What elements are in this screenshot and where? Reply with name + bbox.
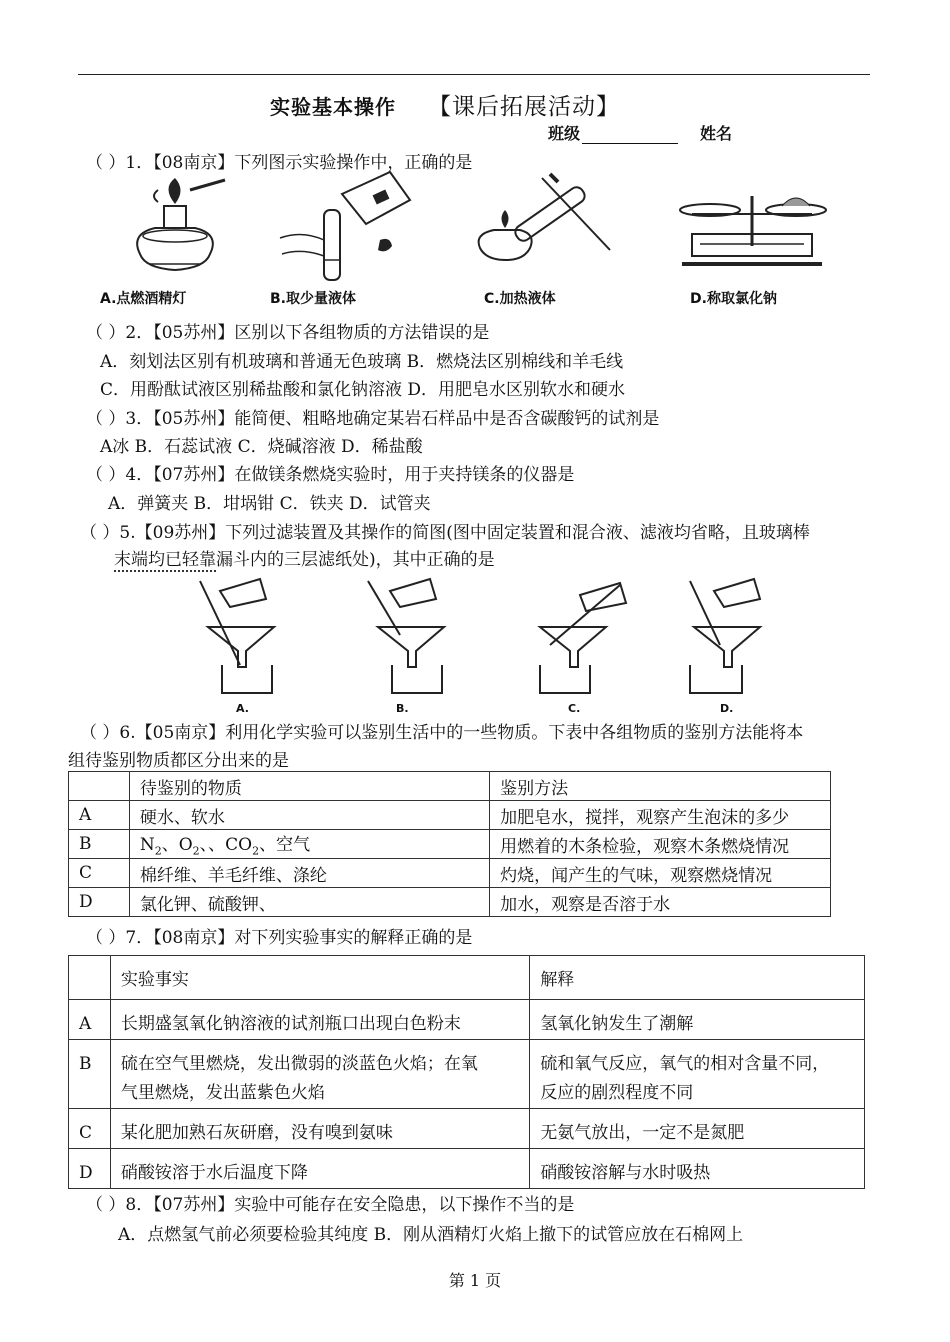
table-cell — [110, 1040, 529, 1109]
table-cell — [69, 772, 130, 801]
q1-caption-a: A.点燃酒精灯 — [100, 291, 187, 307]
heat-liquid-illustration — [470, 170, 620, 280]
table-cell: 硝酸铵溶于水后温度下降 — [110, 1149, 529, 1189]
cell-line: 硫在空气里燃烧，发出微弱的淡蓝色火焰；在氧 — [120, 1054, 478, 1074]
formula-sub: 2 — [154, 844, 162, 858]
table-row — [69, 801, 831, 830]
filter-a — [200, 579, 274, 693]
table-row — [69, 1149, 865, 1189]
table-cell: 待鉴别的物质 — [129, 772, 489, 801]
q7-table — [68, 955, 865, 1189]
table-row — [69, 1109, 865, 1149]
q2-options-2: C．用酚酞试液区别稀盐酸和氯化钠溶液 D．用肥皂水区别软水和硬水 — [100, 380, 626, 400]
formula-sub: 2 — [252, 844, 260, 858]
table-cell: 氯化钾、硫酸钾、 — [129, 888, 489, 917]
cell-line: 气里燃烧，发出蓝紫色火焰 — [120, 1083, 325, 1103]
table-cell: 无氨气放出，一定不是氮肥 — [530, 1109, 865, 1149]
table-row — [69, 1000, 865, 1040]
table-cell: 棉纤维、羊毛纤维、涤纶 — [129, 859, 489, 888]
table-cell: A — [69, 1000, 111, 1040]
table-cell: 硬水、软水 — [129, 801, 489, 830]
table-cell: D — [69, 888, 130, 917]
table-cell: 某化肥加熟石灰研磨，没有嗅到氨味 — [110, 1109, 529, 1149]
table-cell: D — [69, 1149, 111, 1189]
question-7: （ ）7．【08南京】对下列实验事实的解释正确的是 — [86, 928, 473, 948]
table-cell: C — [69, 859, 130, 888]
question-4: （ ）4．【07苏州】在做镁条燃烧实验时，用于夹持镁条的仪器是 — [86, 465, 575, 485]
q5-caption-b: B. — [396, 702, 409, 715]
cell-line: 反应的剧烈程度不同 — [540, 1083, 694, 1103]
table-header-row — [69, 956, 865, 1000]
top-rule — [78, 74, 870, 75]
q6-table — [68, 771, 831, 917]
question-8: （ ）8．【07苏州】实验中可能存在安全隐患，以下操作不当的是 — [86, 1195, 575, 1215]
q8-options: A．点燃氢气前必须要检验其纯度 B．刚从酒精灯火焰上撤下的试管应放在石棉网上 — [118, 1225, 744, 1245]
alcohol-lamp-illustration — [120, 176, 230, 286]
class-label: 班级 — [548, 124, 581, 143]
page-title — [270, 88, 620, 121]
q4-options: A．弹簧夹 B．坩埚钳 C．铁夹 D．试管夹 — [108, 494, 431, 514]
filtration-illustrations — [190, 575, 790, 705]
table-cell: 氢氧化钠发生了潮解 — [530, 1000, 865, 1040]
table-cell: B — [69, 830, 130, 859]
table-cell — [69, 956, 111, 1000]
table-cell: 加肥皂水，搅拌，观察产生泡沫的多少 — [490, 801, 831, 830]
filter-b — [368, 579, 444, 693]
question-6: （ ）6.【05南京】利用化学实验可以鉴别生活中的一些物质。下表中各组物质的鉴别方法能将本 — [80, 723, 804, 743]
formula-part: N — [139, 835, 155, 856]
page-number: 第 1 页 — [448, 1271, 502, 1290]
q2-options-1: A．刻划法区别有机玻璃和普通无色玻璃 B．燃烧法区别棉线和羊毛线 — [100, 352, 624, 372]
filter-d — [690, 579, 760, 693]
table-cell: 实验事实 — [110, 956, 529, 1000]
table-cell: A — [69, 801, 130, 830]
table-cell: 加水，观察是否溶于水 — [490, 888, 831, 917]
table-cell: 用燃着的木条检验，观察木条燃烧情况 — [490, 830, 831, 859]
table-cell: 鉴别方法 — [490, 772, 831, 801]
name-label: 姓名 — [700, 124, 733, 143]
q1-caption-d: D.称取氯化钠 — [690, 291, 777, 307]
formula-sub: 2 — [192, 844, 200, 858]
q5-emphasis: 末端均已轻靠 — [114, 550, 216, 570]
table-cell: 硝酸铵溶解与水时吸热 — [530, 1149, 865, 1189]
q3-options: A冰 B．石蕊试液 C．烧碱溶液 D．稀盐酸 — [100, 437, 423, 457]
q5-caption-c: C. — [568, 702, 581, 715]
formula-part: 、空气 — [259, 835, 311, 856]
formula-part: 、、CO — [199, 835, 253, 856]
q1-caption-c: C.加热液体 — [484, 291, 556, 307]
table-cell: 长期盛氢氧化钠溶液的试剂瓶口出现白色粉末 — [110, 1000, 529, 1040]
table-row — [69, 888, 831, 917]
q5-caption-a: A. — [236, 702, 249, 715]
cell-line: 硫和氧气反应，氧气的相对含量不同， — [540, 1054, 830, 1074]
table-cell — [129, 830, 489, 859]
q5-caption-d: D. — [720, 702, 734, 715]
table-cell: 灼烧，闻产生的气味，观察燃烧情况 — [490, 859, 831, 888]
question-1: （ ）1．【08南京】下列图示实验操作中，正确的是 — [86, 153, 473, 173]
class-blank[interactable] — [582, 127, 678, 144]
pour-liquid-illustration — [272, 170, 422, 286]
q6-line-2: 组待鉴别物质都区分出来的是 — [68, 751, 289, 771]
subtitle-text: 【课后拓展活动】 — [428, 94, 620, 120]
q5-line-2 — [114, 545, 495, 570]
q5-line-2-rest: 漏斗内的三层滤纸处)，其中正确的是 — [216, 550, 495, 570]
table-header-row — [69, 772, 831, 801]
question-3: （ ）3．【05苏州】能简便、粗略地确定某岩石样品中是否含碳酸钙的试剂是 — [86, 409, 660, 429]
table-cell: B — [69, 1040, 111, 1109]
table-row — [69, 859, 831, 888]
table-row — [69, 830, 831, 859]
table-cell — [530, 1040, 865, 1109]
balance-illustration — [672, 186, 832, 276]
class-name-line — [548, 121, 732, 144]
table-cell: 解释 — [530, 956, 865, 1000]
filter-c — [540, 583, 626, 693]
q1-caption-b: B.取少量液体 — [270, 291, 356, 307]
formula-part: 、O — [161, 835, 193, 856]
table-cell: C — [69, 1109, 111, 1149]
title-text: 实验基本操作 — [270, 95, 396, 119]
question-2: （ ）2．【05苏州】区别以下各组物质的方法错误的是 — [86, 323, 490, 343]
question-5: （ ）5.【09苏州】下列过滤装置及其操作的简图(图中固定装置和混合液、滤液均省略，且玻璃棒 — [80, 523, 810, 543]
table-row — [69, 1040, 865, 1109]
